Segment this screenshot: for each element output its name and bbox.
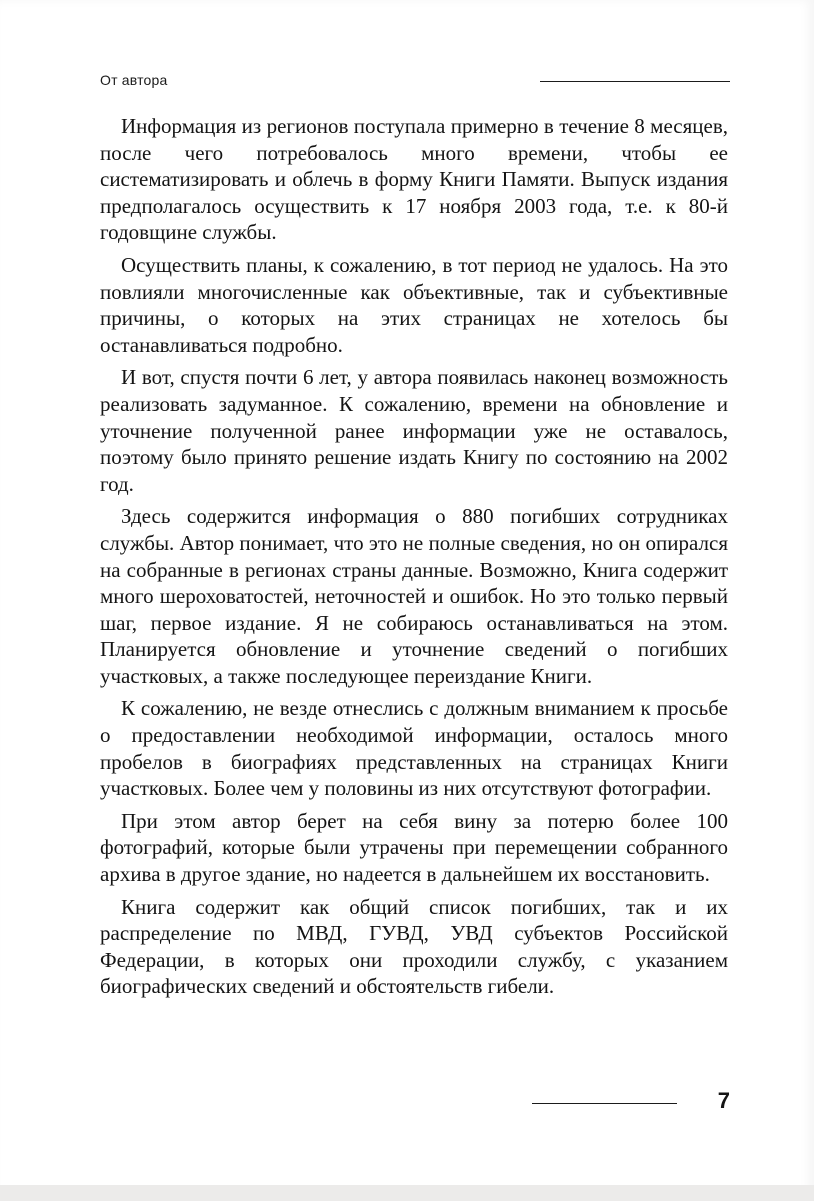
page-bottom-edge xyxy=(0,1185,814,1201)
body-text xyxy=(100,113,728,1006)
paragraph: Осуществить планы, к сожалению, в тот период не удалось. На это повлияли многочисленные как объективные, так и субъективные причины, о которых на этих страницах не хотелось бы останавливаться подробно. xyxy=(100,252,728,357)
paragraph: К сожалению, не везде отнеслись с должным вниманием к просьбе о предоставлении необходимой информации, осталось много пробелов в биографиях представленных на страницах Книги участковых. Более чем у половины из них отсутствуют фотографии. xyxy=(100,696,728,801)
paragraph: Здесь содержится информация о 880 погибших сотрудниках службы. Автор понимает, что это не полные сведения, но он опирался на собранные в регионах страны данные. Возможно, Книга содержит много шероховатостей, неточностей и ошибок. Но это только первый шаг, первое издание. Я не собираюсь останавливаться на этом. Планируется обновление и уточнение сведений о погибших участковых, а также последующее переиздание Книги. xyxy=(100,504,728,688)
paragraph: И вот, спустя почти 6 лет, у автора появилась наконец возможность реализовать задуманное. К сожалению, времени на обновление и уточнение полученной ранее информации уже не оставалось, поэтому было принято решение издать Книгу по состоянию на 2002 год. xyxy=(100,365,728,496)
paragraph: При этом автор берет на себя вину за потерю более 100 фотографий, которые были утрачены при перемещении собранного архива в другое здание, но надеется в дальнейшем их восстановить. xyxy=(100,808,728,887)
paragraph: Информация из регионов поступала примерно в течение 8 месяцев, после чего потребовалось много времени, чтобы ее систематизировать и облечь в форму Книги Памяти. Выпуск издания предполагалось осуществить к 17 ноября 2003 года, т.е. к 80-й годовщине службы. xyxy=(100,114,728,245)
page-number: 7 xyxy=(717,1088,730,1113)
running-header-title: От автора xyxy=(100,72,168,88)
footer-rule xyxy=(532,1103,677,1104)
paragraph: Книга содержит как общий список погибших, так и их распределение по МВД, ГУВД, УВД субъектов Российской Федерации, в которых они проходили службу, с указанием биографических сведений и обстоятельств гибели. xyxy=(100,894,728,999)
header-rule xyxy=(540,81,730,82)
